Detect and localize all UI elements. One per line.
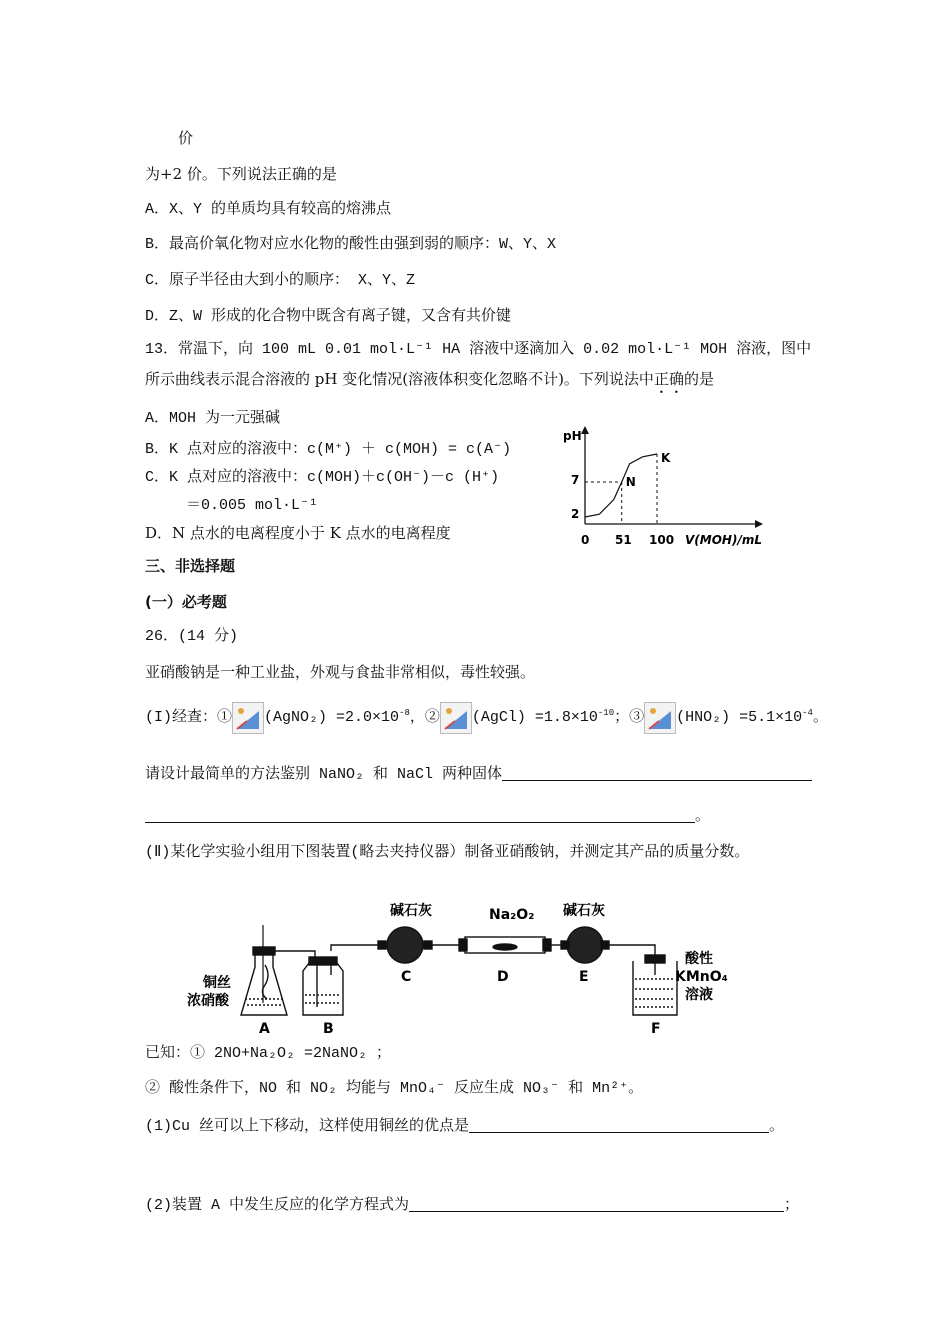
- x-tick-100: 100: [649, 533, 675, 547]
- y-axis-label: pH: [563, 429, 582, 443]
- answer-blank-2[interactable]: [409, 1197, 784, 1212]
- label-f: F: [651, 1021, 661, 1037]
- label-a: A: [259, 1021, 270, 1037]
- bottle-b: [303, 963, 343, 1015]
- answer-blank-design-2[interactable]: [145, 808, 695, 823]
- q26-part-1-text: (1)Cu 丝可以上下移动，这样使用铜丝的优点是: [145, 1118, 470, 1135]
- q26-design-line: [145, 765, 812, 785]
- q13-option-d: D．N 点水的电离程度小于 K 点水的电离程度: [145, 524, 451, 542]
- ph-chart: [555, 420, 775, 555]
- sep-2: ，②: [409, 709, 440, 726]
- section3-title: 三、非选择题: [145, 557, 236, 575]
- fragment-plus2: 为+2 价。下列说法正确的是: [145, 165, 337, 183]
- label-acidic: 酸性: [685, 951, 713, 967]
- q26-part-1: [145, 1117, 784, 1137]
- q13-option-c-cont: ＝0.005 mol·L⁻¹: [186, 497, 319, 514]
- label-conc-nitric: 浓硝酸: [187, 993, 229, 1009]
- q26-part-1-end: 。: [769, 1118, 785, 1135]
- q12-option-d: D．Z、W 形成的化合物中既含有离子键，又含有共价键: [145, 308, 512, 325]
- label-soda-lime-2: 碱石灰: [563, 903, 605, 919]
- sep-3: ；③: [614, 709, 645, 726]
- q12-option-c: C．原子半径由大到小的顺序： X、Y、Z: [145, 272, 416, 289]
- ph-curve: [585, 454, 657, 517]
- label-e: E: [579, 969, 589, 985]
- q12-option-a: A．X、Y 的单质均具有较高的熔沸点: [145, 201, 392, 218]
- x-tick-0: 0: [581, 533, 590, 547]
- q26-design-line2: [145, 805, 710, 825]
- q26-number: 26．(14 分): [145, 628, 239, 645]
- x-tick-51: 51: [615, 533, 632, 547]
- x-axis-label: V(MOH)/mL: [685, 533, 762, 547]
- ka-hno2-exp: -4: [802, 708, 813, 718]
- q26-i-prefix: (I)经查：①: [145, 709, 233, 726]
- q26-part-2: [145, 1196, 799, 1216]
- q26-design-text: 请设计最简单的方法鉴别 NaNO₂ 和 NaCl 两种固体: [145, 766, 503, 783]
- y-tick-2: 2: [571, 507, 580, 521]
- q26-intro: 亚硝酸钠是一种工业盐，外观与食盐非常相似，毒性较强。: [145, 663, 536, 681]
- q13-stem-pre: 所示曲线表示混合溶液的 pH 变化情况(溶液体积变化忽略不计)。下列说法中: [145, 370, 654, 388]
- answer-blank-design[interactable]: [502, 766, 812, 781]
- point-k-label: K: [661, 451, 671, 465]
- q26-i-end: 。: [812, 709, 828, 726]
- ksp-image-icon: [440, 702, 472, 734]
- label-d: D: [497, 969, 509, 985]
- label-copper-wire: 铜丝: [203, 975, 231, 991]
- y-axis-arrow: [581, 426, 589, 434]
- q26-known-2: ② 酸性条件下，NO 和 NO₂ 均能与 MnO₄⁻ 反应生成 NO₃⁻ 和 Mn²⁺。: [145, 1080, 644, 1097]
- point-n-label: N: [625, 475, 636, 489]
- label-na2o2: Na₂O₂: [489, 907, 535, 923]
- ka-hno2: (HNO₂) =5.1×10: [676, 709, 803, 726]
- ksp-agno2: (AgNO₂) =2.0×10: [264, 709, 400, 726]
- label-kmno4: KMnO₄: [675, 969, 728, 985]
- q26-part-2-end: ；: [784, 1197, 800, 1214]
- q26-period: 。: [695, 806, 711, 824]
- answer-blank-1[interactable]: [469, 1118, 769, 1133]
- ka-image-icon: [644, 702, 676, 734]
- drying-tube-c: [387, 927, 423, 963]
- label-b: B: [323, 1021, 334, 1037]
- q26-part-2-text: (2)装置 A 中发生反应的化学方程式为: [145, 1197, 410, 1214]
- q26-part-ii: (Ⅱ)某化学实验小组用下图装置(略去夹持仪器）制备亚硝酸钠，并测定其产品的质量分数。: [145, 844, 750, 861]
- q13-option-b: B．K 点对应的溶液中：c(M⁺) ＋ c(MOH) = c(A⁻): [145, 441, 512, 458]
- apparatus-diagram: [175, 895, 755, 1040]
- ksp-agcl-exp: -10: [597, 708, 615, 718]
- q13-stem-line1: 13．常温下，向 100 mL 0.01 mol·L⁻¹ HA 溶液中逐滴加入 0.02 mol·L⁻¹ MOH 溶液，图中: [145, 341, 812, 358]
- fragment-jia: 价: [178, 129, 194, 147]
- label-soda-lime-1: 碱石灰: [390, 903, 432, 919]
- ksp-agcl: (AgCl) =1.8×10: [471, 709, 598, 726]
- ksp-agno2-exp: -8: [399, 708, 410, 718]
- flask-a: [241, 953, 287, 1015]
- ksp-image-icon: [232, 702, 264, 734]
- section3-subtitle: (一）必考题: [145, 593, 227, 611]
- q26-known-1: 已知：① 2NO+Na₂O₂ =2NaNO₂ ；: [145, 1045, 392, 1062]
- q13-emphasis: 正确: [653, 370, 684, 388]
- q13-stem-post: 的是: [683, 370, 714, 388]
- q13-option-c: C．K 点对应的溶液中：c(MOH)＋c(OH⁻)－c (H⁺): [145, 469, 500, 486]
- label-solution: 溶液: [685, 987, 713, 1003]
- q13-stem-line2: [145, 369, 714, 397]
- q13-option-a: A．MOH 为一元强碱: [145, 410, 281, 427]
- q12-option-b: B．最高价氧化物对应水化物的酸性由强到弱的顺序：W、Y、X: [145, 236, 557, 253]
- label-c: C: [401, 969, 412, 985]
- q26-i-constants: [145, 702, 828, 734]
- y-tick-7: 7: [571, 473, 580, 487]
- x-axis-arrow: [755, 520, 763, 528]
- drying-tube-e: [567, 927, 603, 963]
